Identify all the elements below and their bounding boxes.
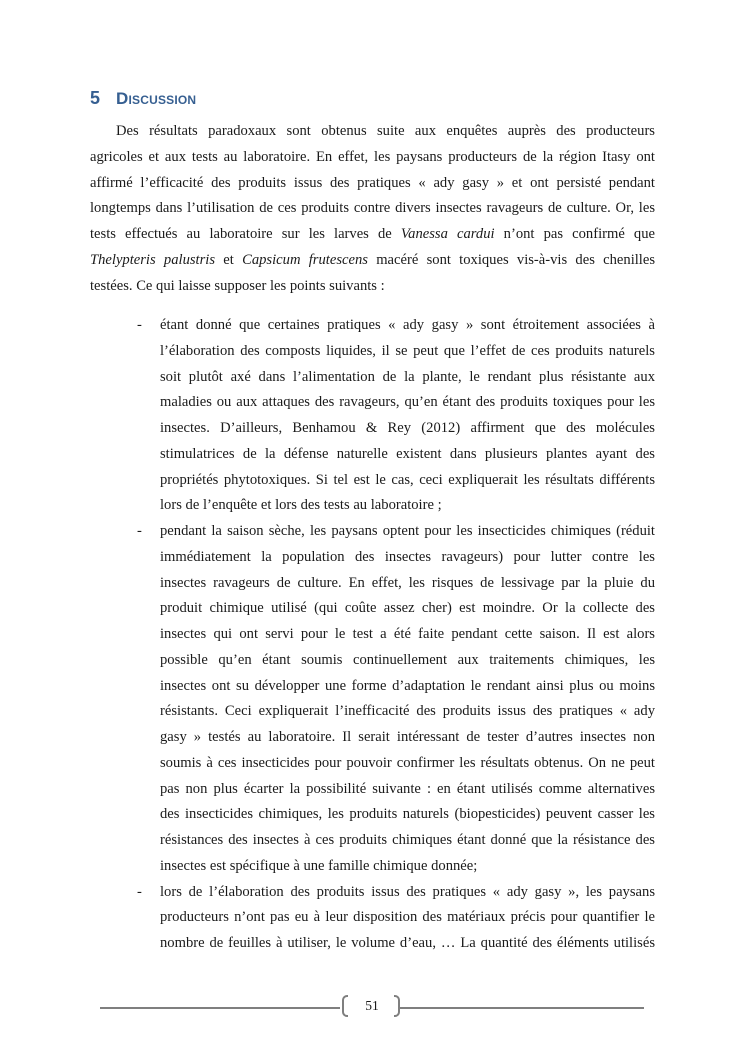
text-segment: produit chimique utilisé (qui coûte assez cher) est moindre. Or la collecte des bbox=[160, 600, 655, 617]
text-line bbox=[160, 365, 655, 391]
text-line bbox=[90, 196, 655, 222]
text-line bbox=[160, 674, 655, 700]
text-line bbox=[160, 596, 655, 622]
text-line bbox=[160, 313, 655, 339]
text-segment: agricoles et aux tests au laboratoire. En effet, les paysans producteurs de la région Itasy ont bbox=[90, 148, 655, 165]
text-segment: insectes. D’ailleurs, Benhamou & Rey (2012) affirment que des molécules bbox=[160, 420, 655, 436]
text-line bbox=[160, 493, 655, 519]
text-segment: insectes est spécifique à une famille chimique donnée; bbox=[160, 857, 478, 874]
text-segment: nombre de feuilles à utiliser, le volume d’eau, … La quantité des éléments utilisés bbox=[160, 935, 655, 951]
bullet-dash: - bbox=[137, 883, 142, 900]
text-segment: producteurs n’ont pas eu à leur disposition des matériaux précis pour quantifier le bbox=[160, 909, 655, 926]
text-segment: affirmé l’efficacité des produits issus des pratiques « ady gasy » et ont persisté pendant bbox=[90, 174, 655, 191]
text-line bbox=[90, 171, 655, 197]
text-line bbox=[160, 571, 655, 597]
bullet-list bbox=[90, 313, 655, 957]
bullet-item bbox=[90, 313, 655, 519]
text-line bbox=[90, 119, 655, 145]
text-segment: tests effectués au laboratoire sur les larves de bbox=[90, 226, 401, 243]
text-segment: des insecticides chimiques, les produits naturels (biopesticides) peuvent casser les bbox=[160, 806, 655, 823]
text-line bbox=[160, 468, 655, 494]
text-line bbox=[160, 416, 655, 442]
italic-species-name: Vanessa cardui bbox=[400, 226, 495, 243]
footer-bracket-left bbox=[342, 995, 348, 1017]
text-line bbox=[160, 339, 655, 365]
section-title: Discussion bbox=[116, 89, 197, 108]
text-line bbox=[90, 145, 655, 171]
text-line bbox=[160, 622, 655, 648]
text-line bbox=[160, 442, 655, 468]
text-segment: insectes ravageurs de culture. En effet, les risques de lessivage par la pluie du bbox=[160, 574, 655, 591]
text-line bbox=[90, 222, 655, 248]
text-line bbox=[160, 905, 655, 931]
text-segment: possible qu’en étant soumis continuellement aux traitements chimiques, les bbox=[160, 651, 655, 668]
text-line bbox=[160, 751, 655, 777]
text-segment: insectes qui ont servi pour le test a été faite pendant cette saison. Il est alors bbox=[160, 626, 655, 642]
bullet-dash: - bbox=[137, 523, 142, 539]
text-segment: macéré sont toxiques vis-à-vis des chenilles bbox=[367, 251, 656, 268]
body-paragraph bbox=[90, 119, 655, 300]
text-segment: l’élaboration des composts liquides, il se peut que l’effet de ces produits naturels bbox=[160, 342, 655, 359]
text-segment: lors de l’élaboration des produits issus des pratiques « ady gasy », les paysans bbox=[160, 883, 655, 900]
text-line bbox=[90, 248, 655, 274]
text-line bbox=[160, 648, 655, 674]
text-segment: insectes ont su développer une forme d’adaptation le rendant ainsi plus ou moins bbox=[160, 677, 655, 694]
italic-species-name: Capsicum frutescens bbox=[242, 251, 368, 268]
text-segment: étant donné que certaines pratiques « ady gasy » sont étroitement associées à bbox=[160, 317, 655, 333]
text-line bbox=[160, 519, 655, 545]
text-line bbox=[160, 828, 655, 854]
text-segment: stimulatrices de la défense naturelle existent dans plusieurs plantes ayant des bbox=[160, 445, 655, 462]
text-segment: lors de l’enquête et lors des tests au laboratoire ; bbox=[160, 497, 442, 514]
text-line bbox=[160, 725, 655, 751]
text-segment: Des résultats paradoxaux sont obtenus suite aux enquêtes auprès des producteurs bbox=[116, 123, 655, 139]
bullet-item bbox=[90, 880, 655, 957]
text-line bbox=[160, 854, 655, 880]
section-heading bbox=[90, 88, 196, 109]
text-segment: résistants. Ceci expliquerait l’inefficacité des produits issus des pratiques « ady bbox=[160, 703, 655, 720]
text-segment: soumis à ces insecticides pour pouvoir confirmer les résultats obtenus. On ne peut bbox=[160, 754, 655, 771]
text-line bbox=[160, 880, 655, 906]
text-line bbox=[160, 390, 655, 416]
footer-rule-left bbox=[100, 1007, 340, 1009]
text-line bbox=[160, 931, 655, 957]
text-line bbox=[160, 545, 655, 571]
text-segment: propriétés phytotoxiques. Si tel est le cas, ceci expliquerait les résultats différents bbox=[160, 471, 655, 488]
footer-rule-right bbox=[400, 1007, 644, 1009]
text-segment: pendant la saison sèche, les paysans optent pour les insecticides chimiques (réduit bbox=[160, 523, 655, 539]
text-line bbox=[160, 777, 655, 803]
bullet-item bbox=[90, 519, 655, 880]
text-segment: longtemps dans l’utilisation de ces produits contre divers insectes ravageurs de culture. Or, les bbox=[90, 200, 655, 217]
text-segment: résistances des insectes à ces produits chimiques étant donné que la résistance des bbox=[160, 832, 655, 848]
text-segment: immédiatement la population des insectes ravageurs) pour lutter contre les bbox=[160, 548, 655, 565]
text-segment: et bbox=[215, 251, 243, 268]
section-number: 5 bbox=[90, 88, 101, 108]
text-line bbox=[90, 274, 655, 300]
text-line bbox=[160, 699, 655, 725]
text-line bbox=[160, 802, 655, 828]
page-footer bbox=[100, 995, 644, 1021]
text-segment: gasy » testés au laboratoire. Il serait intéressant de tester d’autres insectes non bbox=[160, 729, 655, 745]
text-segment: soit plutôt axé dans l’alimentation de la plante, le rendant plus résistante aux bbox=[160, 368, 655, 385]
page-number: 51 bbox=[365, 998, 379, 1013]
text-segment: testées. Ce qui laisse supposer les points suivants : bbox=[90, 277, 385, 294]
text-segment: maladies ou aux attaques des ravageurs, qu’en étant des produits toxiques pour les bbox=[160, 394, 655, 411]
italic-species-name: Thelypteris palustris bbox=[90, 251, 216, 268]
text-segment: pas non plus écarter la possibilité suivante : en étant utilisés comme alternatives bbox=[160, 780, 655, 797]
footer-bracket-right bbox=[394, 995, 400, 1017]
bullet-dash: - bbox=[137, 317, 142, 333]
text-segment: n’ont pas confirmé que bbox=[494, 226, 655, 243]
